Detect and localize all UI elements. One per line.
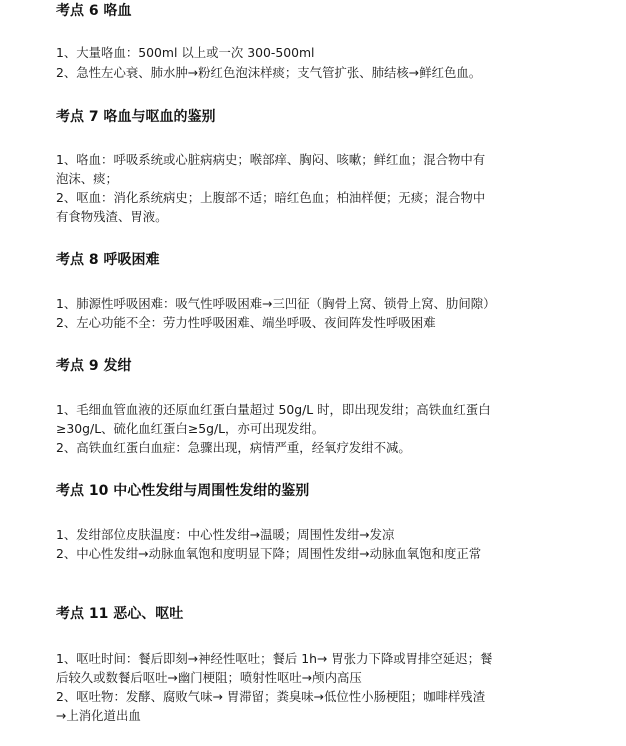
section-11-line-3: 2、呕吐物：发酵、腐败气味→ 胃滞留；粪臭味→低位性小肠梗阻；咖啡样残渣 xyxy=(56,689,486,704)
section-9-line-3: 2、高铁血红蛋白血症：急骤出现，病情严重，经氧疗发绀不减。 xyxy=(56,440,411,455)
section-11-title: 考点 11 恶心、呕吐 xyxy=(56,606,184,622)
section-6-title: 考点 6 咯血 xyxy=(56,3,132,19)
section-6-line-2: 2、急性左心衰、肺水肿→粉红色泡沫样痰；支气管扩张、肺结核→鲜红色血。 xyxy=(56,65,482,80)
section-11-line-1: 1、呕吐时间：餐后即刻→神经性呕吐；餐后 1h→ 胃张力下降或胃排空延迟；餐 xyxy=(56,651,493,666)
section-8-line-2: 2、左心功能不全：劳力性呼吸困难、端坐呼吸、夜间阵发性呼吸困难 xyxy=(56,315,436,330)
section-7-title: 考点 7 咯血与呕血的鉴别 xyxy=(56,109,216,125)
section-9-title: 考点 9 发绀 xyxy=(56,358,132,374)
section-7-line-4: 有食物残渣、胃液。 xyxy=(56,209,168,224)
section-8-line-1: 1、肺源性呼吸困难：吸气性呼吸困难→三凹征（胸骨上窝、锁骨上窝、肋间隙） xyxy=(56,296,496,311)
section-10-title: 考点 10 中心性发绀与周围性发绀的鉴别 xyxy=(56,483,310,499)
section-11-line-2: 后较久或数餐后呕吐→幽门梗阻；喷射性呕吐→颅内高压 xyxy=(56,670,362,685)
section-10-line-2: 2、中心性发绀→动脉血氧饱和度明显下降；周围性发绀→动脉血氧饱和度正常 xyxy=(56,546,482,561)
section-10-line-1: 1、发绀部位皮肤温度：中心性发绀→温暖；周围性发绀→发凉 xyxy=(56,527,395,542)
section-9-line-1: 1、毛细血管血液的还原血红蛋白量超过 50g/L 时，即出现发绀；高铁血红蛋白 xyxy=(56,402,491,417)
section-6-line-1: 1、大量咯血：500ml 以上或一次 300-500ml xyxy=(56,45,315,60)
section-11-line-4: →上消化道出血 xyxy=(56,708,141,723)
section-8-title: 考点 8 呼吸困难 xyxy=(56,252,160,268)
section-7-line-1: 1、咯血：呼吸系统或心脏病病史；喉部痒、胸闷、咳嗽；鲜红血；混合物中有 xyxy=(56,152,486,167)
section-7-line-3: 2、呕血：消化系统病史；上腹部不适；暗红色血；柏油样便；无痰；混合物中 xyxy=(56,190,486,205)
section-7-line-2: 泡沫、痰； xyxy=(56,171,118,186)
section-9-line-2: ≥30g/L、硫化血红蛋白≥5g/L，亦可出现发绀。 xyxy=(56,421,325,436)
